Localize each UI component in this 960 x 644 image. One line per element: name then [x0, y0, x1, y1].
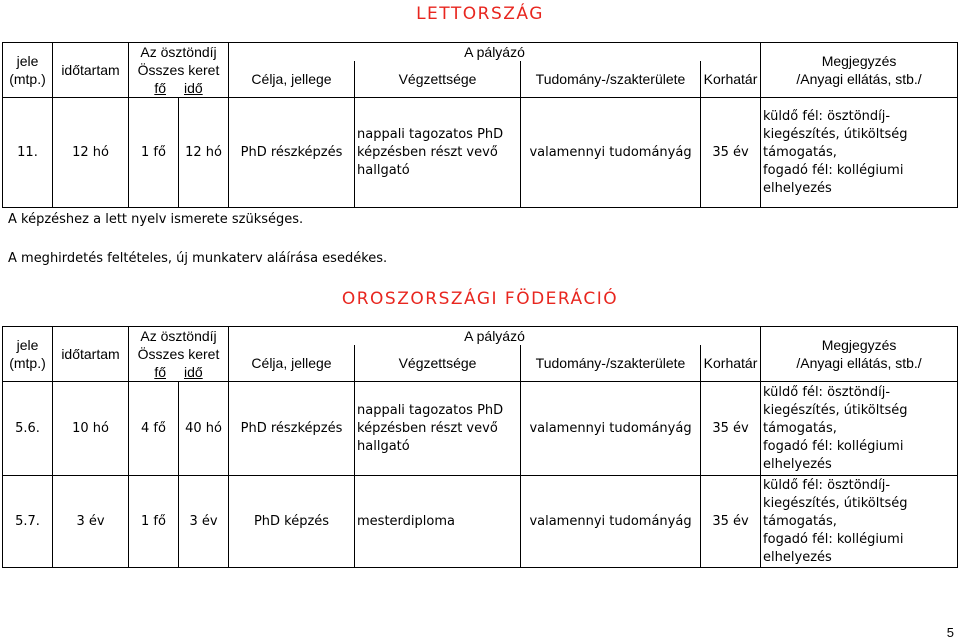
header-tudomany: Tudomány-/szakterülete	[521, 345, 701, 382]
row-vegzettsege: mesterdiploma	[355, 476, 521, 568]
row-jele: 11.	[3, 98, 53, 208]
table-row	[3, 476, 958, 568]
row-celja: PhD részképzés	[229, 382, 355, 476]
row-ido: 3 év	[179, 476, 229, 568]
header-osszes-keret: Összes keret	[129, 345, 229, 363]
row-megjegyzes: küldő fél: ösztöndíj- kiegészítés, útiköltség támogatás, fogadó fél: kollégiumi elhelyezés	[761, 476, 958, 568]
russia-table	[2, 326, 958, 568]
row-megjegyzes: küldő fél: ösztöndíj- kiegészítés, útiköltség támogatás, fogadó fél: kollégiumi elhelyezés	[761, 98, 958, 208]
header-jele: jele (mtp.)	[3, 43, 53, 98]
header-palyazo: A pályázó	[229, 327, 761, 346]
row-tudomany: valamennyi tudományág	[521, 476, 701, 568]
header-korhatar: Korhatár	[701, 345, 761, 382]
header-korhatar: Korhatár	[701, 61, 761, 98]
row-megjegyzes: küldő fél: ösztöndíj- kiegészítés, útiköltség támogatás, fogadó fél: kollégiumi elhelyezés	[761, 382, 958, 476]
section-title-russia: OROSZORSZÁGI FÖDERÁCIÓ	[341, 289, 619, 309]
header-fo-ido: fő idő	[129, 79, 229, 98]
row-idotartam: 12 hó	[53, 98, 129, 208]
note-language: A képzéshez a lett nyelv ismerete szükséges.	[8, 212, 304, 227]
header-palyazo: A pályázó	[229, 43, 761, 62]
latvia-table	[2, 42, 958, 208]
header-celja: Célja, jellege	[229, 61, 355, 98]
header-megjegyzes: Megjegyzés /Anyagi ellátás, stb./	[761, 43, 958, 98]
row-idotartam: 10 hó	[53, 382, 129, 476]
row-celja: PhD képzés	[229, 476, 355, 568]
table-row	[3, 382, 958, 476]
header-vegzettsege: Végzettsége	[355, 61, 521, 98]
header-idotartam: időtartam	[53, 43, 129, 98]
page-number: 5	[946, 625, 954, 640]
row-tudomany: valamennyi tudományág	[521, 382, 701, 476]
header-idotartam: időtartam	[53, 327, 129, 382]
header-osszes-keret: Összes keret	[129, 61, 229, 79]
row-korhatar: 35 év	[701, 476, 761, 568]
header-osztondij: Az ösztöndíj	[129, 327, 229, 346]
header-jele: jele (mtp.)	[3, 327, 53, 382]
row-vegzettsege: nappali tagozatos PhD képzésben részt vevő hallgató	[355, 382, 521, 476]
table-row	[3, 98, 958, 208]
row-fo: 1 fő	[129, 98, 179, 208]
row-jele: 5.7.	[3, 476, 53, 568]
row-ido: 40 hó	[179, 382, 229, 476]
header-fo-ido: fő idő	[129, 363, 229, 382]
row-korhatar: 35 év	[701, 98, 761, 208]
header-celja: Célja, jellege	[229, 345, 355, 382]
row-celja: PhD részképzés	[229, 98, 355, 208]
row-tudomany: valamennyi tudományág	[521, 98, 701, 208]
section-title-latvia: LETTORSZÁG	[416, 4, 544, 24]
row-idotartam: 3 év	[53, 476, 129, 568]
header-vegzettsege: Végzettsége	[355, 345, 521, 382]
row-fo: 4 fő	[129, 382, 179, 476]
note-conditional: A meghirdetés feltételes, új munkaterv aláírása esedékes.	[8, 251, 388, 266]
row-korhatar: 35 év	[701, 382, 761, 476]
row-ido: 12 hó	[179, 98, 229, 208]
row-vegzettsege: nappali tagozatos PhD képzésben részt vevő hallgató	[355, 98, 521, 208]
row-jele: 5.6.	[3, 382, 53, 476]
header-tudomany: Tudomány-/szakterülete	[521, 61, 701, 98]
header-osztondij: Az ösztöndíj	[129, 43, 229, 62]
row-fo: 1 fő	[129, 476, 179, 568]
header-megjegyzes: Megjegyzés /Anyagi ellátás, stb./	[761, 327, 958, 382]
